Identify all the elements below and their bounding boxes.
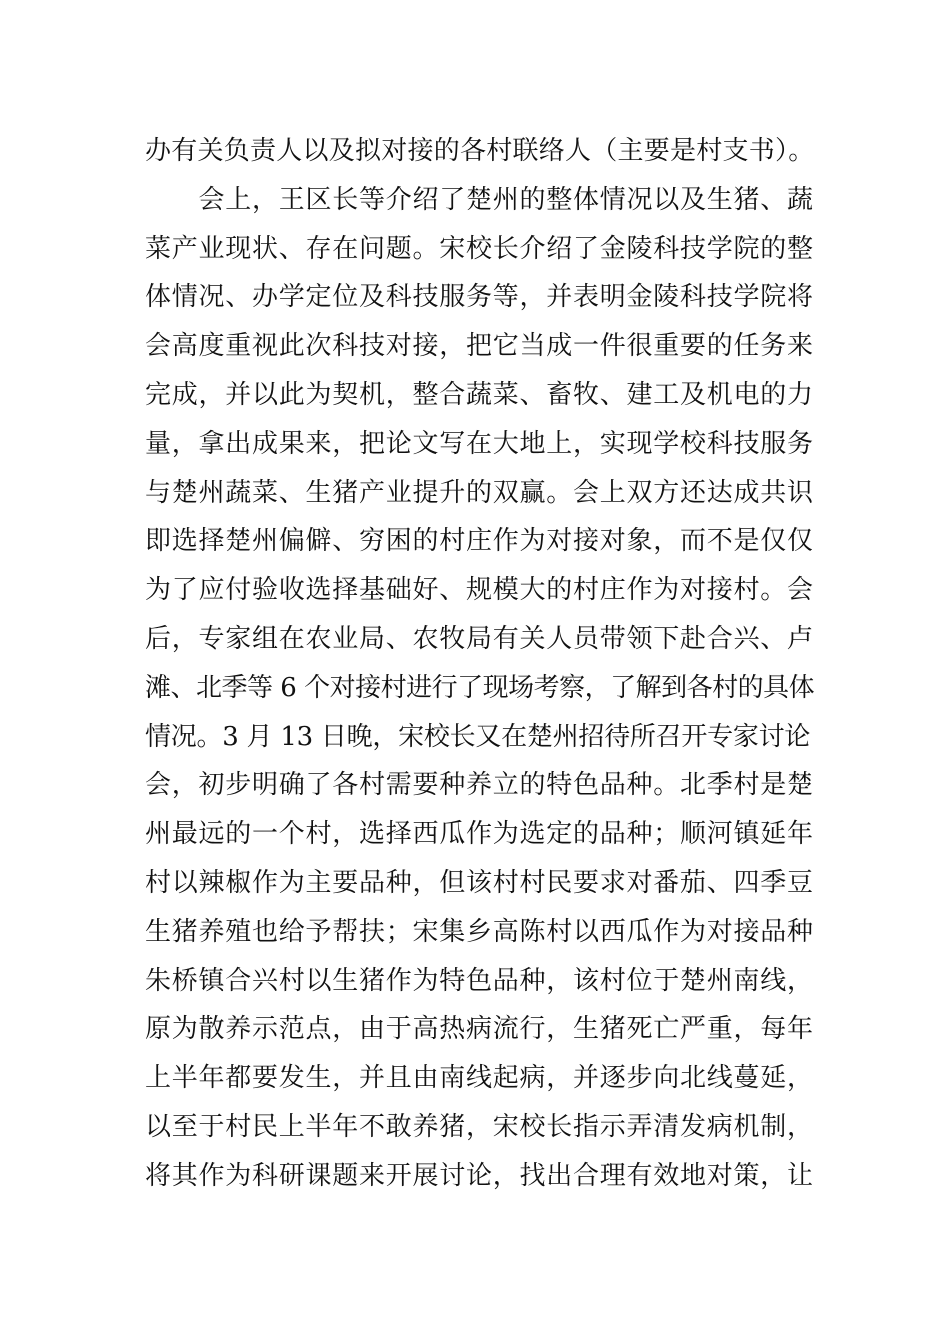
text-line: 会，初步明确了各村需要种养立的特色品种。北季村是楚 [145,770,814,801]
text-line: 情况。3 月 13 日晚，宋校长又在楚州招待所召开专家讨论 [145,721,811,752]
text-line: 与楚州蔬菜、生猪产业提升的双赢。会上双方还达成共识 [145,477,814,508]
text-line: 州最远的一个村，选择西瓜作为选定的品种；顺河镇延年 [145,819,814,850]
text-line: 将其作为科研课题来开展讨论，找出合理有效地对策，让 [145,1160,814,1191]
text-line: 村以辣椒作为主要品种，但该村村民要求对番茄、四季豆 [145,867,814,898]
text-line: 即选择楚州偏僻、穷困的村庄作为对接对象，而不是仅仅 [145,526,814,557]
text-line: 以至于村民上半年不敢养猪，宋校长指示弄清发病机制， [145,1111,814,1142]
text-line: 量，拿出成果来，把论文写在大地上，实现学校科技服务 [145,428,814,459]
text-line: 为了应付验收选择基础好、规模大的村庄作为对接村。会 [145,575,814,606]
text-line: 后，专家组在农业局、农牧局有关人员带领下赴合兴、卢 [145,623,814,654]
text-line: 会上，王区长等介绍了楚州的整体情况以及生猪、蔬 [145,184,814,215]
text-line: 上半年都要发生，并且由南线起病，并逐步向北线蔓延， [145,1063,814,1094]
text-line: 体情况、办学定位及科技服务等，并表明金陵科技学院将 [145,282,814,313]
text-line: 办有关负责人以及拟对接的各村联络人（主要是村支书）。 [145,136,815,166]
text-line: 原为散养示范点，由于高热病流行，生猪死亡严重，每年 [145,1014,814,1045]
text-line: 滩、北季等 6 个对接村进行了现场考察，了解到各村的具体 [145,672,815,703]
text-line: 会高度重视此次科技对接，把它当成一件很重要的任务来 [145,331,814,362]
body-text [145,127,815,1201]
text-line: 菜产业现状、存在问题。宋校长介绍了金陵科技学院的整 [145,233,814,264]
text-line: 完成，并以此为契机，整合蔬菜、畜牧、建工及机电的力 [145,379,814,410]
text-line: 生猪养殖也给予帮扶；宋集乡高陈村以西瓜作为对接品种 [145,916,814,947]
text-line: 朱桥镇合兴村以生猪作为特色品种，该村位于楚州南线， [145,965,814,996]
